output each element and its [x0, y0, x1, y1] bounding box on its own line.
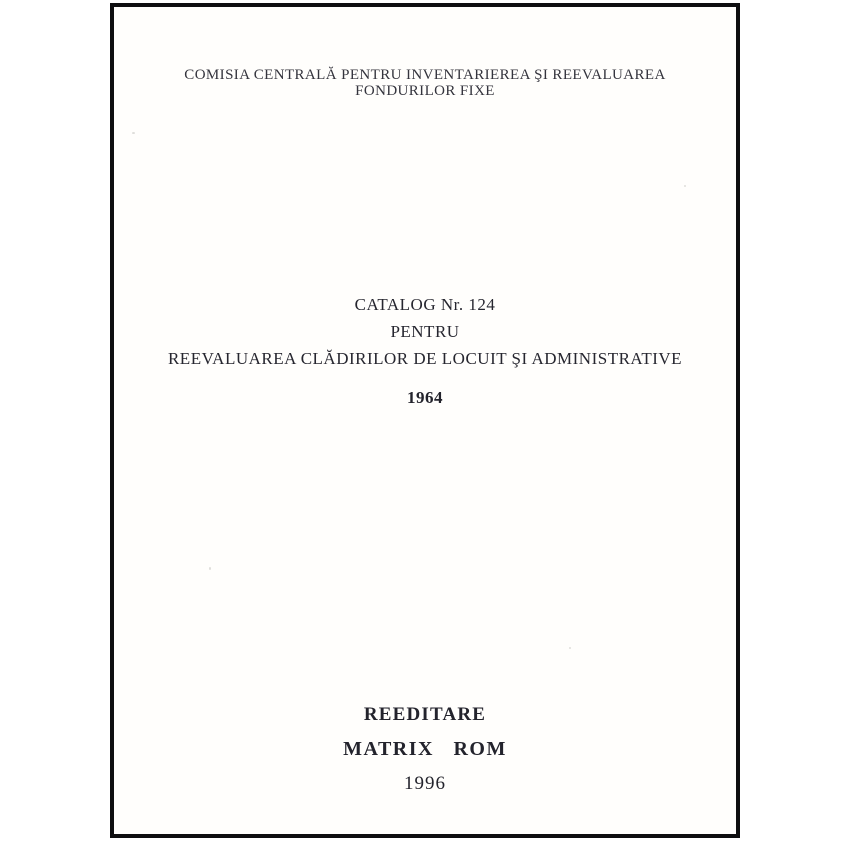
- page-border: [110, 3, 740, 838]
- organization-name-line-2: FONDURILOR FIXE: [355, 83, 495, 99]
- scan-speck: [209, 567, 211, 570]
- organization-name-line-1: COMISIA CENTRALĂ PENTRU INVENTARIEREA ŞI REEVALUAREA: [184, 67, 666, 83]
- catalog-number-title: CATALOG Nr. 124: [354, 295, 496, 314]
- reissue-label: REEDITARE: [363, 704, 487, 725]
- reissue-year: 1996: [404, 773, 446, 794]
- scan-speck: [569, 647, 571, 649]
- scan-speck: [684, 185, 686, 187]
- scan-speck: [132, 132, 135, 134]
- publisher-name: MATRIX ROM: [343, 738, 507, 760]
- original-edition-year: 1964: [407, 388, 443, 407]
- title-connector-pentru: PENTRU: [390, 322, 460, 341]
- title-subject-line: REEVALUAREA CLĂDIRILOR DE LOCUIT ŞI ADMINISTRATIVE: [167, 349, 683, 368]
